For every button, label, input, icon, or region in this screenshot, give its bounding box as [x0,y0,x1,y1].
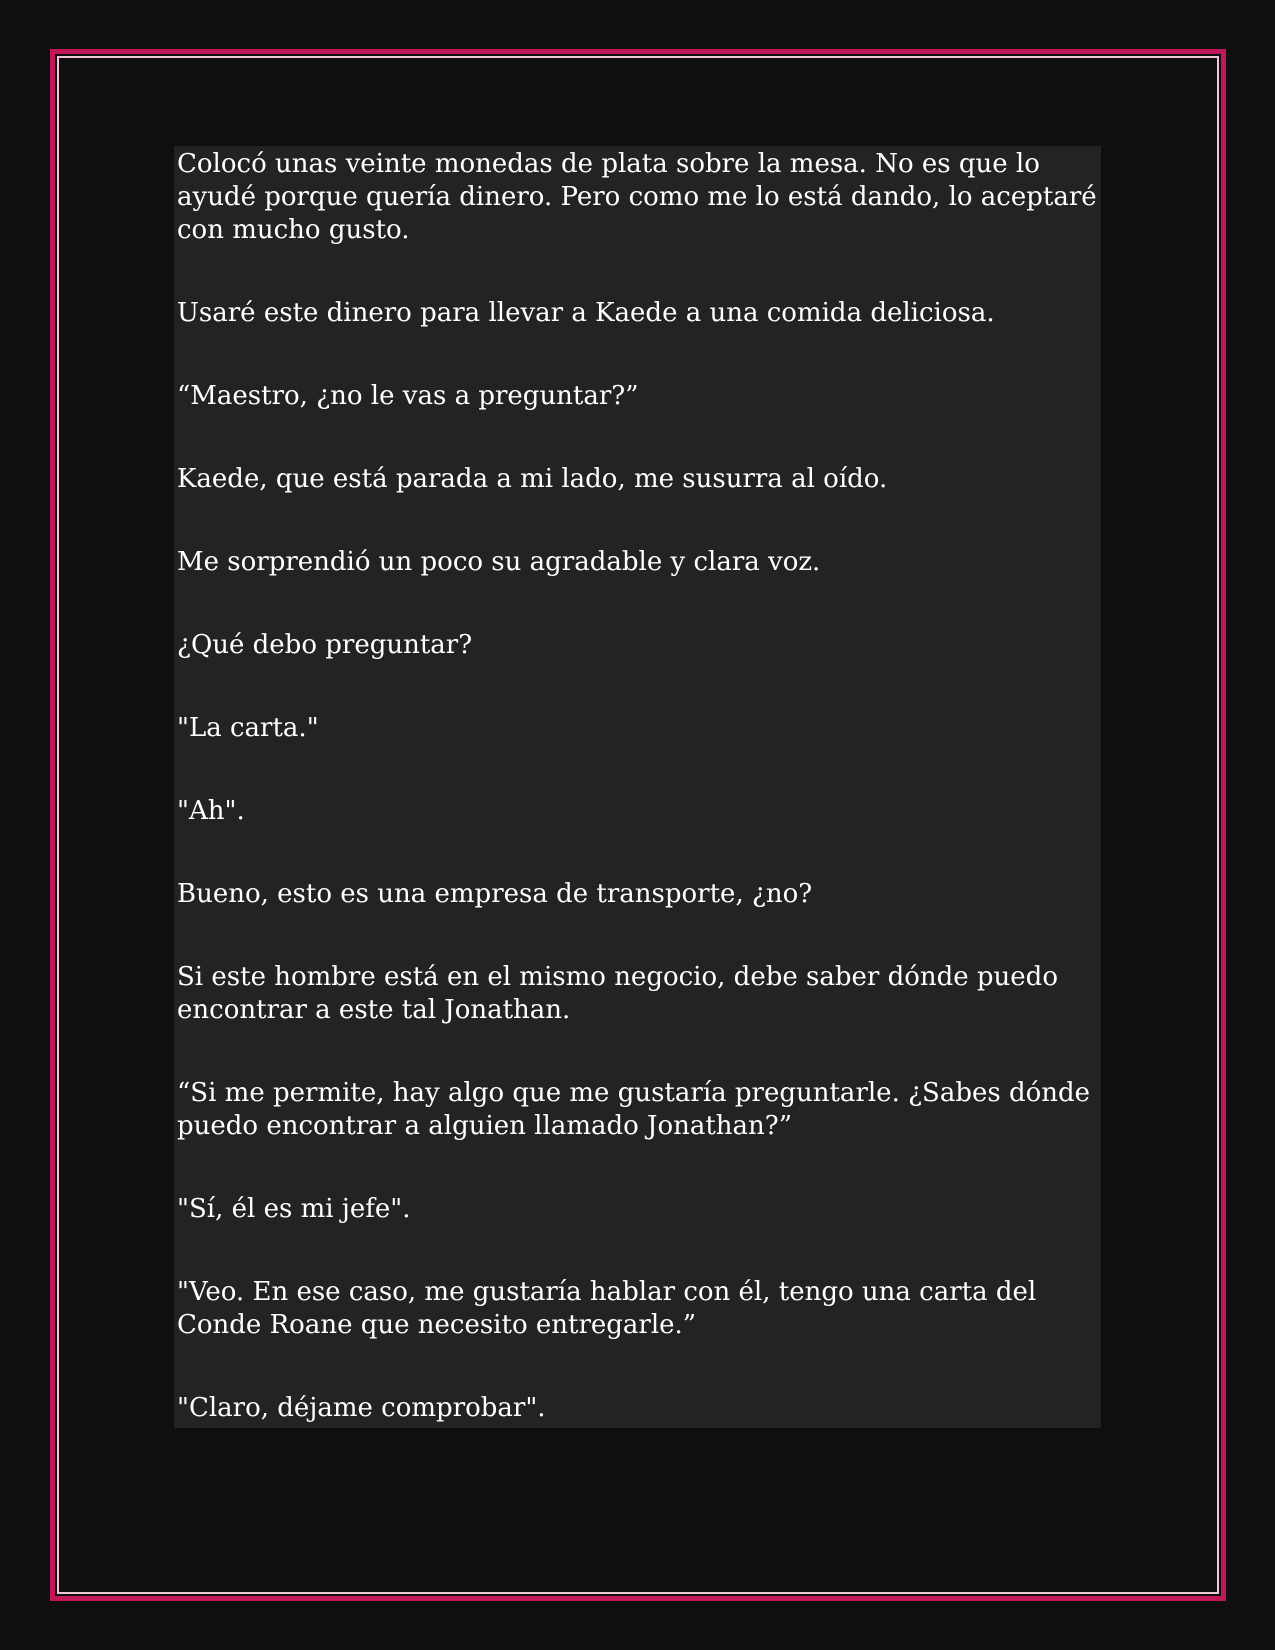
paragraph: Bueno, esto es una empresa de transporte, ¿no? [177,879,813,909]
paragraph: "Ah". [177,796,245,826]
paragraph: “Si me permite, hay algo que me gustaría preguntarle. ¿Sabes dónde puedo encontrar a alguien llamado Jonathan?” [177,1078,1091,1141]
paragraph: Usaré este dinero para llevar a Kaede a una comida deliciosa. [177,298,995,328]
paragraph: Colocó unas veinte monedas de plata sobre la mesa. No es que lo ayudé porque quería dinero. Pero como me lo está dando, lo aceptaré con mucho gusto. [177,149,1097,245]
paragraph: "La carta." [177,713,319,743]
paragraph: Si este hombre está en el mismo negocio, debe saber dónde puedo encontrar a este tal Jonathan. [177,962,1058,1025]
paragraph: Me sorprendió un poco su agradable y clara voz. [177,547,821,577]
text-panel [174,146,1101,1428]
paragraph: “Maestro, ¿no le vas a preguntar?” [177,381,639,411]
paragraph: ¿Qué debo preguntar? [177,630,473,660]
paragraph: "Sí, él es mi jefe". [177,1194,411,1224]
paragraph: Kaede, que está parada a mi lado, me susurra al oído. [177,464,888,494]
paragraph: "Veo. En ese caso, me gustaría hablar con él, tengo una carta del Conde Roane que necesito entregarle.” [177,1277,1037,1340]
paragraph: "Claro, déjame comprobar". [177,1393,546,1423]
